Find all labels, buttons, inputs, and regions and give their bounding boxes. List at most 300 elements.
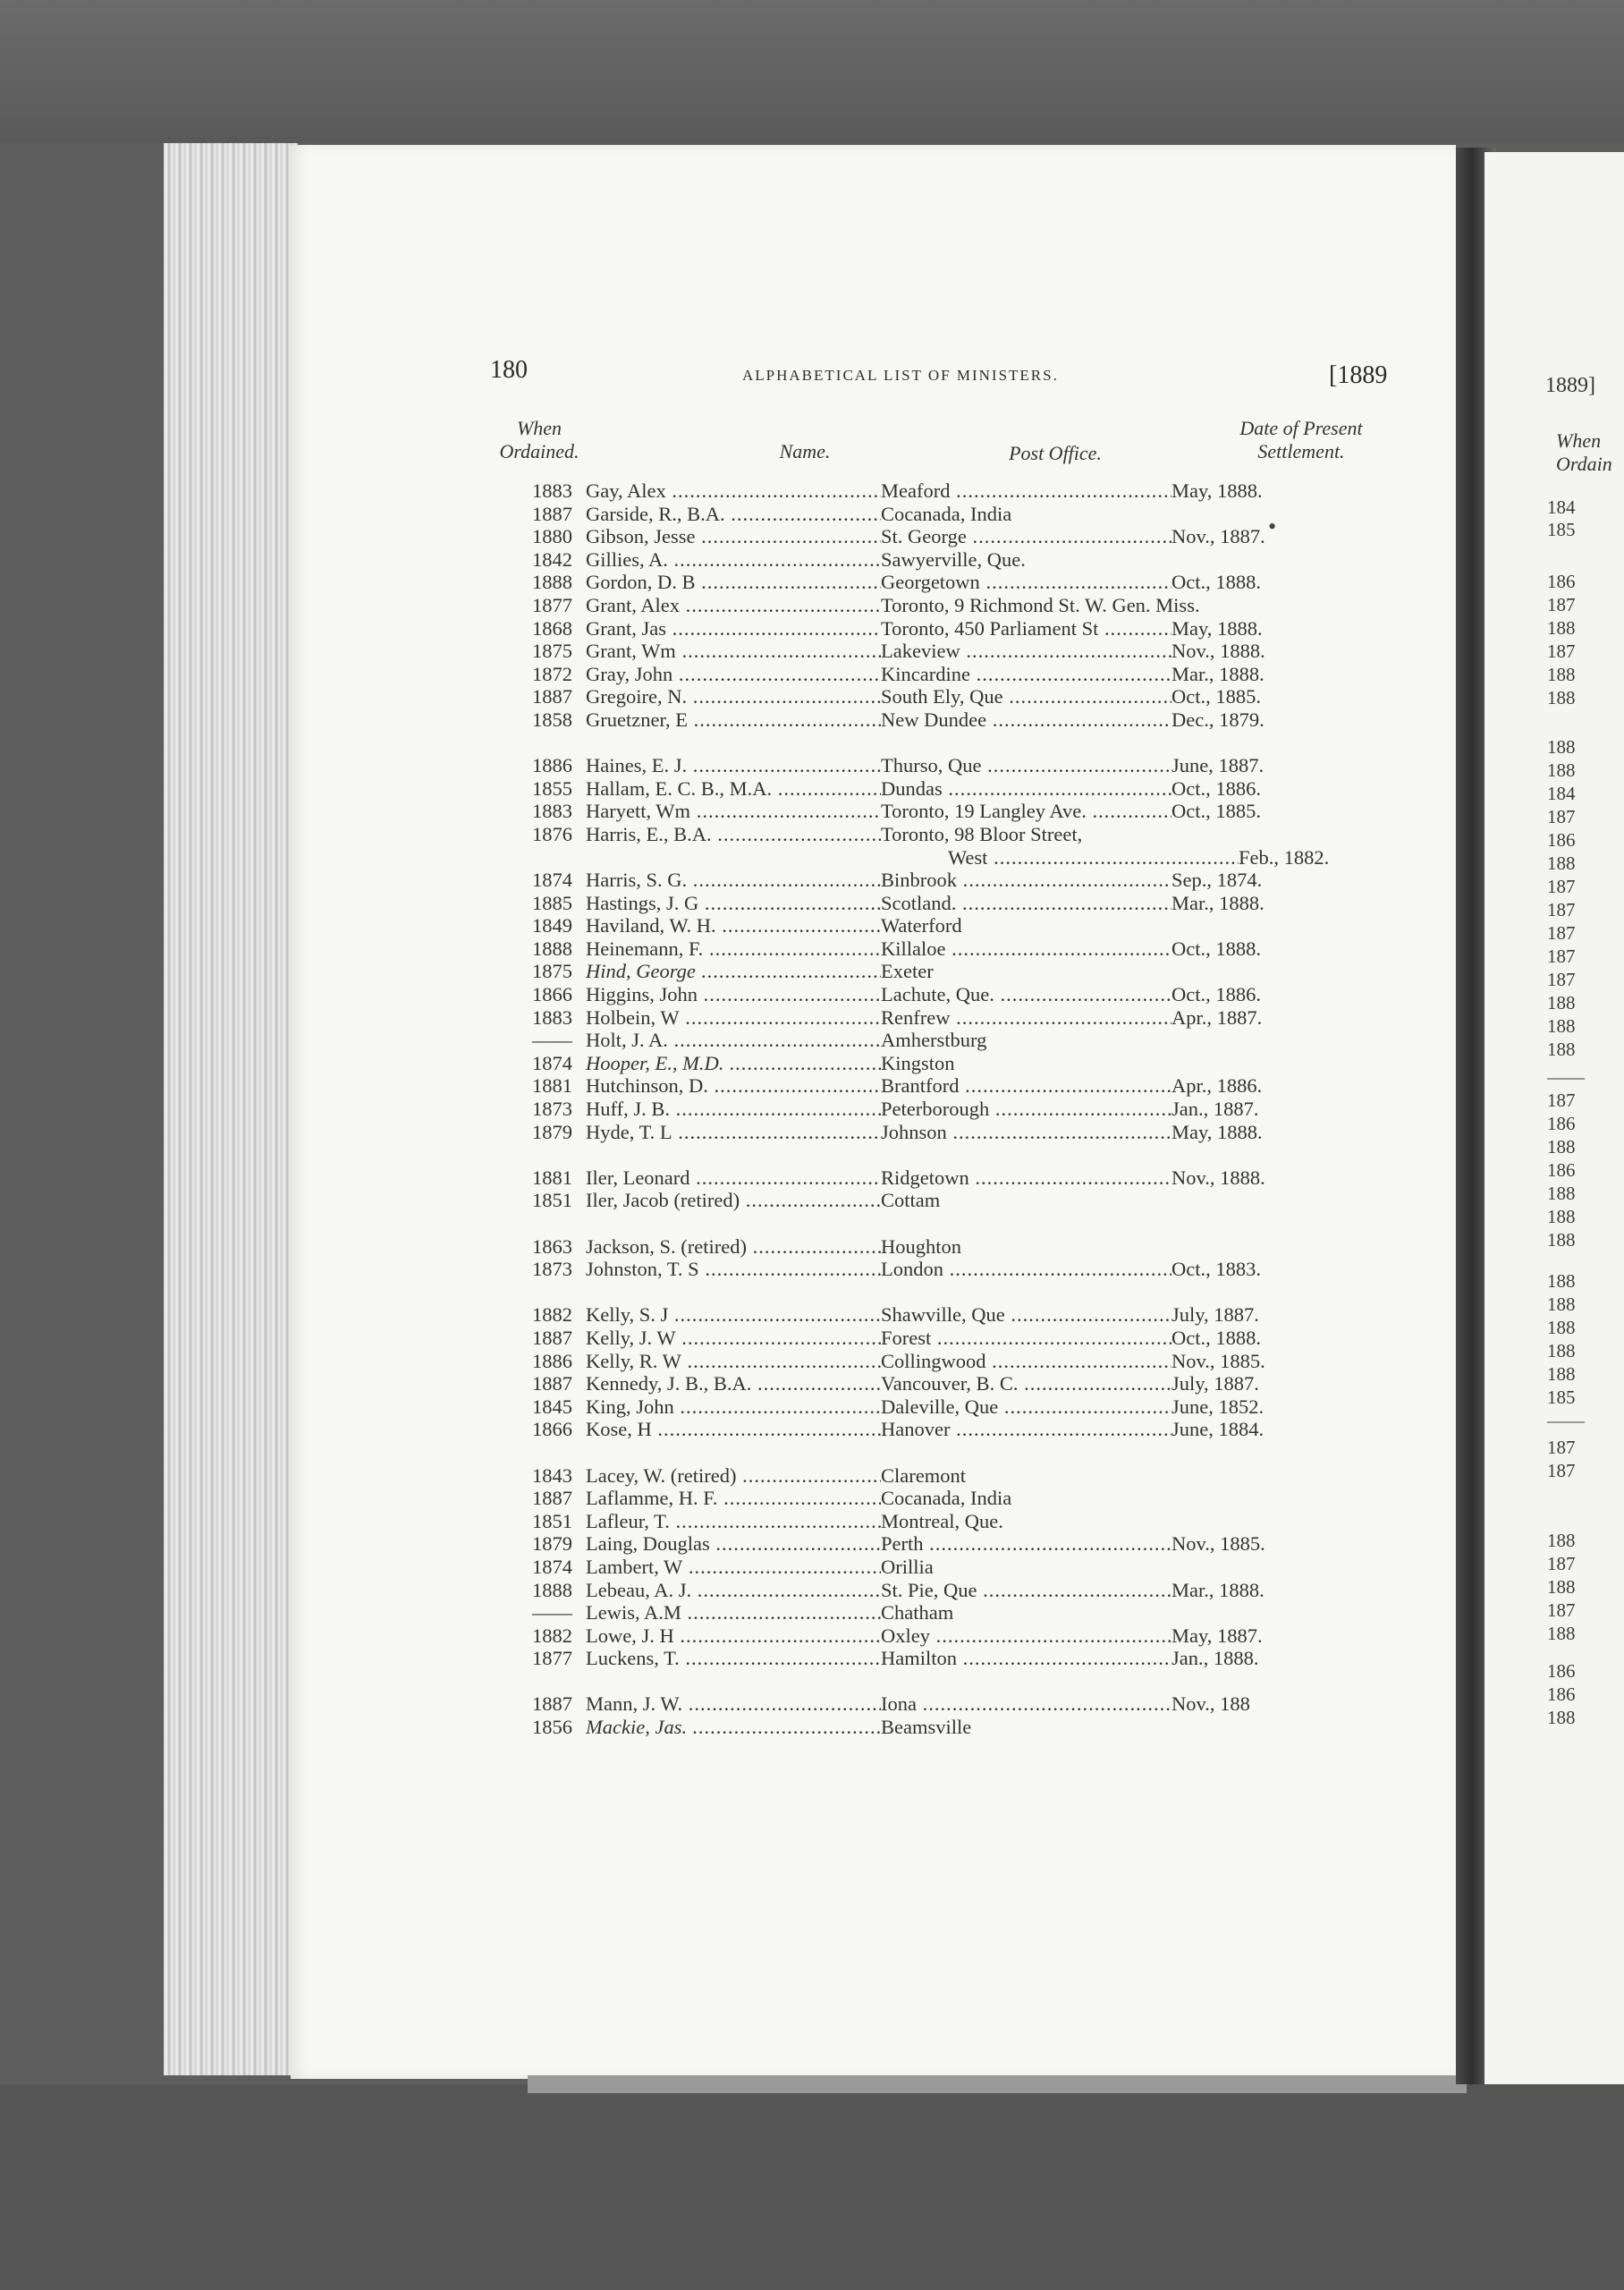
post-office-text: Lakeview: [881, 640, 960, 663]
post-office-text: Peterborough: [881, 1098, 990, 1121]
ordained-year: 1872: [532, 662, 572, 685]
right-page-year: ——: [1547, 1410, 1585, 1431]
minister-name: [586, 1556, 881, 1579]
minister-name-text: Gregoire, N.: [586, 685, 688, 708]
minister-name: [586, 1716, 881, 1739]
table-row: [532, 1052, 1382, 1075]
table-row: [532, 1464, 1382, 1488]
ordained-year: 1877: [532, 1647, 572, 1670]
post-office-text: Perth: [881, 1532, 924, 1556]
right-page-year: 187: [1547, 899, 1576, 920]
ordained-year: 1842: [532, 547, 572, 571]
post-office-text: Beamsville: [881, 1716, 972, 1739]
minister-name: [586, 800, 881, 823]
post-office: [881, 777, 1171, 801]
ordained-year: 1874: [532, 1555, 572, 1578]
post-office-text: Waterford: [881, 914, 962, 937]
table-row: [532, 571, 1382, 594]
settlement-date: Oct., 1886.: [1171, 776, 1261, 800]
minister-name: [586, 571, 881, 594]
post-office: [881, 594, 1328, 617]
post-office: [881, 1579, 1171, 1602]
minister-name-text: Lebeau, A. J.: [586, 1578, 692, 1601]
minister-name-text: Garside, R., B.A.: [586, 502, 725, 525]
minister-name-text: Heinemann, F.: [586, 937, 704, 960]
post-office-text: Scotland.: [881, 891, 957, 914]
settlement-date: Mar., 1888.: [1171, 662, 1265, 685]
ordained-year: 1887: [532, 1487, 572, 1510]
right-page-year: 188: [1547, 759, 1576, 781]
table-row: [532, 869, 1382, 892]
settlement-date: Apr., 1887.: [1171, 1005, 1263, 1029]
minister-name-text: Lafleur, T.: [586, 1509, 670, 1532]
minister-name-text: Harris, E., B.A.: [586, 822, 712, 845]
minister-name-text: Kelly, J. W: [586, 1326, 676, 1349]
table-row: [532, 1716, 1382, 1739]
minister-name-text: Lowe, J. H: [586, 1624, 674, 1647]
minister-name: [586, 892, 881, 915]
right-page-year: 188: [1547, 852, 1576, 874]
right-page-year: 188: [1547, 1039, 1576, 1060]
table-row: [532, 1487, 1382, 1510]
post-office: [881, 1395, 1171, 1419]
table-row: [532, 1601, 1382, 1624]
minister-name: [586, 983, 881, 1006]
minister-name-text: Lambert, W: [586, 1555, 683, 1578]
post-office: [881, 1556, 1171, 1579]
table-row: [532, 937, 1382, 961]
running-head: ALPHABETICAL LIST OF MINISTERS.: [742, 367, 1059, 384]
right-page-year: 188: [1547, 664, 1576, 685]
minister-name: [586, 1258, 881, 1281]
post-office: [881, 479, 1171, 503]
post-office-text: Lachute, Que.: [881, 983, 994, 1006]
right-page-year: 186: [1547, 1660, 1576, 1682]
settlement-date: Sep., 1874.: [1171, 869, 1263, 892]
post-office-text: London: [881, 1258, 943, 1281]
post-office: [881, 1258, 1171, 1281]
ordained-year: 1886: [532, 1349, 572, 1372]
row-gap: [532, 1143, 1382, 1166]
table-row: [532, 1556, 1382, 1579]
settlement-date: June, 1884.: [1171, 1418, 1265, 1441]
ordained-year: 1879: [532, 1120, 572, 1143]
post-office-text: Brantford: [881, 1074, 960, 1098]
right-page-year: 186: [1547, 1113, 1576, 1134]
minister-name: [586, 1006, 881, 1030]
table-row: [532, 1510, 1382, 1533]
table-row: [532, 1624, 1382, 1648]
minister-name: [586, 503, 881, 526]
ordained-year: 1863: [532, 1234, 572, 1258]
settlement-date: Nov., 1888.: [1171, 1166, 1265, 1189]
table-row: [532, 1235, 1382, 1259]
table-row: [532, 1166, 1382, 1190]
ordained-year: 1874: [532, 869, 572, 892]
table-row: [532, 846, 1382, 869]
settlement-date: Oct., 1888.: [1171, 1326, 1261, 1349]
minister-name: [586, 1098, 881, 1121]
ordained-year: 1858: [532, 708, 572, 731]
post-office: [881, 548, 1171, 572]
ordained-year: 1882: [532, 1303, 572, 1327]
minister-name: [586, 1166, 881, 1190]
minister-name: [586, 1579, 881, 1602]
minister-name-text: Gay, Alex: [586, 479, 666, 502]
right-page-year: 188: [1547, 1530, 1576, 1551]
post-office: [881, 1303, 1171, 1327]
table-row: [532, 1395, 1382, 1419]
minister-name: [586, 1074, 881, 1098]
settlement-date: Nov., 1885.: [1171, 1349, 1265, 1372]
minister-list: [532, 479, 1382, 1739]
row-gap: [532, 1670, 1382, 1693]
table-row: [532, 1579, 1382, 1602]
column-head-post-office: Post Office.: [1009, 442, 1102, 464]
settlement-date: June, 1852.: [1171, 1395, 1265, 1418]
ordained-year: 1879: [532, 1532, 572, 1556]
post-office: [881, 1624, 1171, 1648]
post-office-text: Chatham: [881, 1601, 954, 1624]
right-page-year: 186: [1547, 1684, 1576, 1705]
right-page-when-heading: When Ordain: [1556, 429, 1612, 475]
minister-name-text: Hutchinson, D.: [586, 1074, 708, 1098]
table-row: [532, 548, 1382, 572]
minister-name: [586, 1235, 881, 1259]
minister-name-text: Hind, George: [586, 960, 696, 983]
table-row: [532, 1303, 1382, 1327]
right-page-year: 187: [1547, 640, 1576, 662]
minister-name-text: Lacey, W. (retired): [586, 1463, 737, 1487]
settlement-date: July, 1887.: [1171, 1372, 1259, 1395]
minister-name-text: Johnston, T. S: [586, 1258, 699, 1281]
ordained-year: 1887: [532, 685, 572, 708]
page-shadow: [528, 2075, 1467, 2093]
post-office: [881, 1372, 1171, 1395]
post-office-text: Forest: [881, 1326, 932, 1349]
table-row: [532, 1418, 1382, 1441]
minister-name: [586, 1327, 881, 1350]
minister-name: [586, 777, 881, 801]
post-office: [881, 503, 1171, 526]
right-page-year: 188: [1547, 1623, 1576, 1644]
settlement-date: June, 1887.: [1171, 754, 1265, 777]
right-page-year: 188: [1547, 1229, 1576, 1251]
table-row: [532, 503, 1382, 526]
post-office: [881, 754, 1171, 777]
right-page-year: 187: [1547, 594, 1576, 615]
minister-name: [586, 1487, 881, 1510]
table-row: [532, 1029, 1382, 1052]
minister-name-text: Holbein, W: [586, 1005, 680, 1029]
post-office-text: Daleville, Que: [881, 1395, 999, 1418]
ordained-year: 1887: [532, 502, 572, 525]
post-office: [881, 1601, 1171, 1624]
post-office: [881, 1235, 1171, 1259]
ordained-year: 1866: [532, 983, 572, 1006]
header-year: [1889: [1329, 361, 1388, 389]
right-page-header: 1889]: [1545, 374, 1595, 397]
post-office-text: Kingston: [881, 1051, 955, 1074]
table-row: [532, 1350, 1382, 1373]
minister-name-text: Kennedy, J. B., B.A.: [586, 1372, 752, 1395]
minister-name: [586, 685, 881, 708]
post-office-text: Shawville, Que: [881, 1303, 1005, 1327]
right-page-year: 187: [1547, 1599, 1576, 1621]
table-row: [532, 1327, 1382, 1350]
minister-name-text: Kelly, R. W: [586, 1349, 681, 1372]
table-row: [532, 663, 1382, 686]
ordained-year: 1856: [532, 1716, 572, 1739]
minister-name: [586, 525, 881, 548]
ordained-year: ——: [532, 1029, 572, 1052]
post-office-text: Dundas: [881, 776, 943, 800]
ordained-year: 1855: [532, 776, 572, 800]
post-office: [881, 708, 1171, 732]
row-gap: [532, 1441, 1382, 1464]
post-office: [881, 617, 1171, 640]
post-office: [881, 1098, 1171, 1121]
post-office: [881, 1487, 1171, 1510]
minister-name-text: Hooper, E., M.D.: [586, 1051, 724, 1074]
post-office: [881, 892, 1171, 915]
post-office-text: Meaford: [881, 479, 951, 502]
minister-name-text: Grant, Jas: [586, 616, 666, 640]
minister-name-text: Harris, S. G.: [586, 869, 688, 892]
post-office-text: Renfrew: [881, 1005, 951, 1029]
right-page-year: 188: [1547, 1576, 1576, 1598]
row-gap: [532, 1212, 1382, 1235]
minister-name: [586, 479, 881, 503]
ordained-year: 1845: [532, 1395, 572, 1418]
right-page-year: 185: [1547, 1387, 1576, 1408]
background-top: [0, 0, 1624, 143]
settlement-date: Oct., 1888.: [1171, 571, 1261, 594]
post-office-text: Cocanada, India: [881, 502, 1012, 525]
right-page-year: 188: [1547, 617, 1576, 639]
minister-name-text: Iler, Jacob (retired): [586, 1189, 740, 1212]
right-page-year: 188: [1547, 1270, 1576, 1292]
minister-name-text: Mackie, Jas.: [586, 1716, 688, 1739]
right-page-year: 187: [1547, 1553, 1576, 1574]
post-office-text: Exeter: [881, 960, 934, 983]
minister-name: [586, 1395, 881, 1419]
minister-name-text: Holt, J. A.: [586, 1029, 668, 1052]
minister-name-text: Haviland, W. H.: [586, 914, 716, 937]
minister-name: [586, 1303, 881, 1327]
ordained-year: 1883: [532, 800, 572, 823]
minister-name: [586, 1510, 881, 1533]
post-office: [881, 1716, 1171, 1739]
post-office-text: Toronto, 98 Bloor Street,: [881, 822, 1083, 845]
post-office: [881, 1166, 1171, 1190]
right-page-year: 188: [1547, 687, 1576, 708]
post-office-text: Houghton: [881, 1234, 961, 1258]
post-office-text: Toronto, 9 Richmond St. W. Gen. Miss.: [881, 593, 1200, 616]
minister-name: [586, 1189, 881, 1212]
table-row: [532, 1532, 1382, 1556]
right-page-year: 187: [1547, 876, 1576, 897]
settlement-date: Nov., 188: [1171, 1692, 1250, 1716]
settlement-date: Oct., 1888.: [1171, 937, 1261, 960]
table-row: [532, 1647, 1382, 1670]
table-row: [532, 754, 1382, 777]
right-page-year: 188: [1547, 992, 1576, 1014]
post-office: [881, 800, 1171, 823]
ordained-year: 1881: [532, 1166, 572, 1189]
post-office: [881, 571, 1171, 594]
table-row: [532, 1006, 1382, 1030]
ordained-year: 1876: [532, 822, 572, 845]
post-office-text: South Ely, Que: [881, 685, 1003, 708]
post-office-text: Toronto, 450 Parliament St: [881, 616, 1099, 640]
asterisk-mark: •: [1268, 513, 1277, 539]
post-office: [881, 1189, 1171, 1212]
table-row: [532, 983, 1382, 1006]
page-number: 180: [490, 356, 528, 384]
minister-name-text: Luckens, T.: [586, 1647, 680, 1670]
post-office-text: Kincardine: [881, 662, 970, 685]
post-office-text: New Dundee: [881, 708, 987, 731]
settlement-date: May, 1888.: [1171, 1120, 1263, 1143]
right-page-year: ——: [1547, 1066, 1585, 1088]
table-row: [532, 800, 1382, 823]
post-office: [881, 1418, 1171, 1441]
post-office: [881, 869, 1171, 892]
post-office-text: Georgetown: [881, 571, 980, 594]
minister-name-text: Laflamme, H. F.: [586, 1487, 718, 1510]
ordained-year: 1882: [532, 1624, 572, 1647]
minister-name-text: Hastings, J. G: [586, 891, 699, 914]
ordained-year: 1887: [532, 1326, 572, 1349]
settlement-date: Dec., 1879.: [1171, 708, 1265, 731]
table-row: [532, 1074, 1382, 1098]
right-page-year: 188: [1547, 1707, 1576, 1728]
ordained-year: 1877: [532, 593, 572, 616]
minister-name: [586, 823, 881, 846]
settlement-date: May, 1888.: [1171, 616, 1263, 640]
right-page-year: 188: [1547, 1363, 1576, 1385]
right-page-year: 186: [1547, 571, 1576, 592]
table-row: [532, 594, 1382, 617]
minister-name: [586, 663, 881, 686]
ordained-year: 1851: [532, 1189, 572, 1212]
minister-name-text: Higgins, John: [586, 983, 698, 1006]
table-row: [532, 1098, 1382, 1121]
post-office: [881, 1464, 1171, 1488]
table-row: [532, 1692, 1382, 1716]
minister-name: [586, 640, 881, 663]
right-page-year: 188: [1547, 1340, 1576, 1361]
minister-name-text: Haryett, Wm: [586, 800, 691, 823]
table-row: [532, 685, 1382, 708]
right-page-year: 185: [1547, 519, 1576, 540]
right-page-year: 187: [1547, 1437, 1576, 1458]
settlement-date: Nov., 1887.: [1171, 525, 1265, 548]
ordained-year: 1888: [532, 571, 572, 594]
post-office-text: Thurso, Que: [881, 754, 982, 777]
settlement-date: Jan., 1887.: [1171, 1098, 1259, 1121]
ordained-year: 1883: [532, 1005, 572, 1029]
settlement-date: Apr., 1886.: [1171, 1074, 1263, 1098]
minister-name: [586, 594, 881, 617]
post-office: [881, 525, 1171, 548]
post-office: [948, 846, 1239, 869]
settlement-date: Jan., 1888.: [1171, 1647, 1259, 1670]
post-office: [881, 1692, 1171, 1716]
ordained-year: 1880: [532, 525, 572, 548]
post-office-text: Vancouver, B. C.: [881, 1372, 1019, 1395]
minister-name: [586, 960, 881, 983]
minister-name: [586, 708, 881, 732]
minister-name-text: Kelly, S. J: [586, 1303, 669, 1327]
minister-name: [586, 937, 881, 961]
ordained-year: 1868: [532, 616, 572, 640]
ordained-year: 1849: [532, 914, 572, 937]
settlement-date: Oct., 1885.: [1171, 800, 1261, 823]
table-row: [532, 892, 1382, 915]
right-page: [1484, 152, 1624, 2084]
ordained-year: 1881: [532, 1074, 572, 1098]
right-page-year: 187: [1547, 1460, 1576, 1481]
background-bottom: [0, 2084, 1624, 2290]
minister-name: [586, 548, 881, 572]
right-page-year: 186: [1547, 1159, 1576, 1181]
post-office: [881, 1327, 1171, 1350]
post-office-text: Toronto, 19 Langley Ave.: [881, 800, 1087, 823]
minister-name: [586, 1029, 881, 1052]
column-head-name: Name.: [779, 440, 831, 462]
ordained-year: 1866: [532, 1418, 572, 1441]
minister-name-text: Lewis, A.M: [586, 1601, 681, 1624]
row-gap: [532, 1281, 1382, 1304]
right-page-year: 188: [1547, 1183, 1576, 1204]
settlement-date: Nov., 1888.: [1171, 640, 1265, 663]
post-office-text: Oxley: [881, 1624, 930, 1647]
post-office: [881, 937, 1171, 961]
settlement-date: Oct., 1886.: [1171, 983, 1261, 1006]
minister-name-text: Jackson, S. (retired): [586, 1234, 747, 1258]
minister-name-text: Gordon, D. B: [586, 571, 696, 594]
minister-name-text: Kose, H: [586, 1418, 652, 1441]
right-page-year: 187: [1547, 1090, 1576, 1111]
table-row: [532, 617, 1382, 640]
table-row: [532, 525, 1382, 548]
right-page-year: 188: [1547, 1136, 1576, 1158]
minister-name: [586, 617, 881, 640]
right-page-year: 184: [1547, 783, 1576, 804]
minister-name: [586, 1372, 881, 1395]
right-page-year: 188: [1547, 1015, 1576, 1037]
ordained-year: 1886: [532, 754, 572, 777]
book-page-edges: [164, 143, 298, 2075]
right-page-year: 188: [1547, 736, 1576, 758]
post-office-text: Cocanada, India: [881, 1487, 1012, 1510]
table-row: [532, 708, 1382, 732]
table-row: [532, 823, 1382, 846]
post-office-text: Iona: [881, 1692, 917, 1716]
post-office-text: Claremont: [881, 1463, 966, 1487]
post-office-text: Ridgetown: [881, 1166, 969, 1189]
minister-name: [586, 1052, 881, 1075]
minister-name: [586, 1647, 881, 1670]
table-row: [532, 1372, 1382, 1395]
settlement-date: Oct., 1885.: [1171, 685, 1261, 708]
right-page-year: 184: [1547, 496, 1576, 518]
post-office-text: Hamilton: [881, 1647, 957, 1670]
settlement-date: Nov., 1885.: [1171, 1532, 1265, 1556]
column-head-when: When Ordained.: [499, 417, 579, 462]
